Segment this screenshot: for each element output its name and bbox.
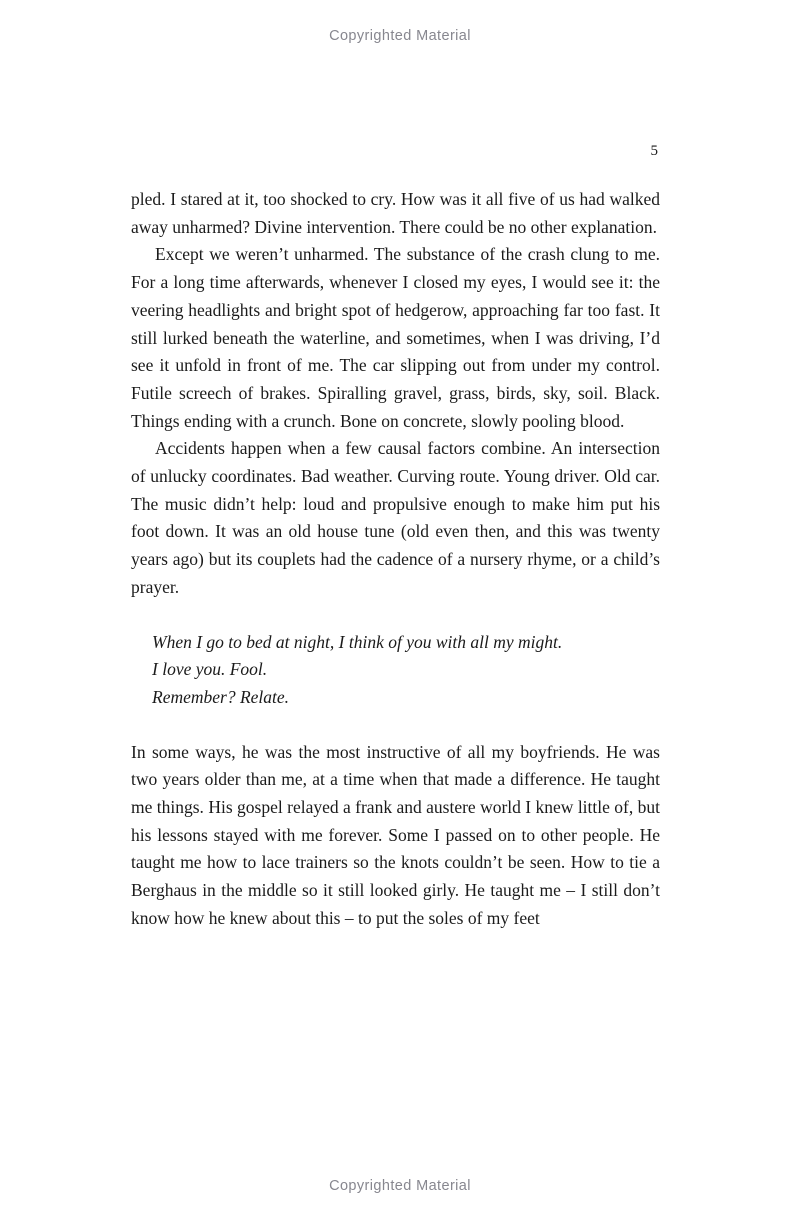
verse-line: When I go to bed at night, I think of you with all my might.	[152, 631, 563, 652]
page-number: 5	[650, 143, 658, 159]
paragraph: Except we weren’t unharmed. The substance of the crash clung to me. For a long time afterwards, whenever I closed my eyes, I would see it: the veering headlights and bright spot of hedgerow, approaching far too fast. It still lurked beneath the waterline, and sometimes, when I was driving, I’d see it unfold in front of me. The car slipping out from under my control. Futile screech of brakes. Spiralling gravel, grass, birds, sky, soil. Black. Things ending with a crunch. Bone on concrete, slowly pooling blood.	[131, 244, 660, 431]
verse-line: Remember? Relate.	[152, 686, 290, 707]
verse-quote	[152, 629, 660, 712]
verse-line: I love you. Fool.	[152, 659, 268, 680]
copyright-notice-top: Copyrighted Material	[329, 28, 471, 44]
paragraph: Accidents happen when a few causal factors combine. An intersection of unlucky coordinates. Bad weather. Curving route. Young driver. Old car. The music didn’t help: loud and propulsive enough to make him put his foot down. It was an old house tune (old even then, and this was twenty years ago) but its couplets had the cadence of a nursery rhyme, or a child’s prayer.	[131, 438, 660, 597]
page-text-block	[131, 142, 660, 933]
copyright-notice-bottom: Copyrighted Material	[329, 1178, 471, 1194]
paragraph: In some ways, he was the most instructive of all my boyfriends. He was two years older than me, at a time when that made a difference. He taught me things. His gospel relayed a frank and austere world I knew little of, but his lessons stayed with me forever. Some I passed on to other people. He taught me how to lace trainers so the knots couldn’t be seen. How to tie a Berghaus in the middle so it still looked girly. He taught me – I still don’t know how he knew about this – to put the soles of my feet	[131, 741, 660, 928]
paragraph-continuation: pled. I stared at it, too shocked to cry. How was it all five of us had walked away unharmed? Divine intervention. There could be no other explanation.	[131, 189, 660, 237]
